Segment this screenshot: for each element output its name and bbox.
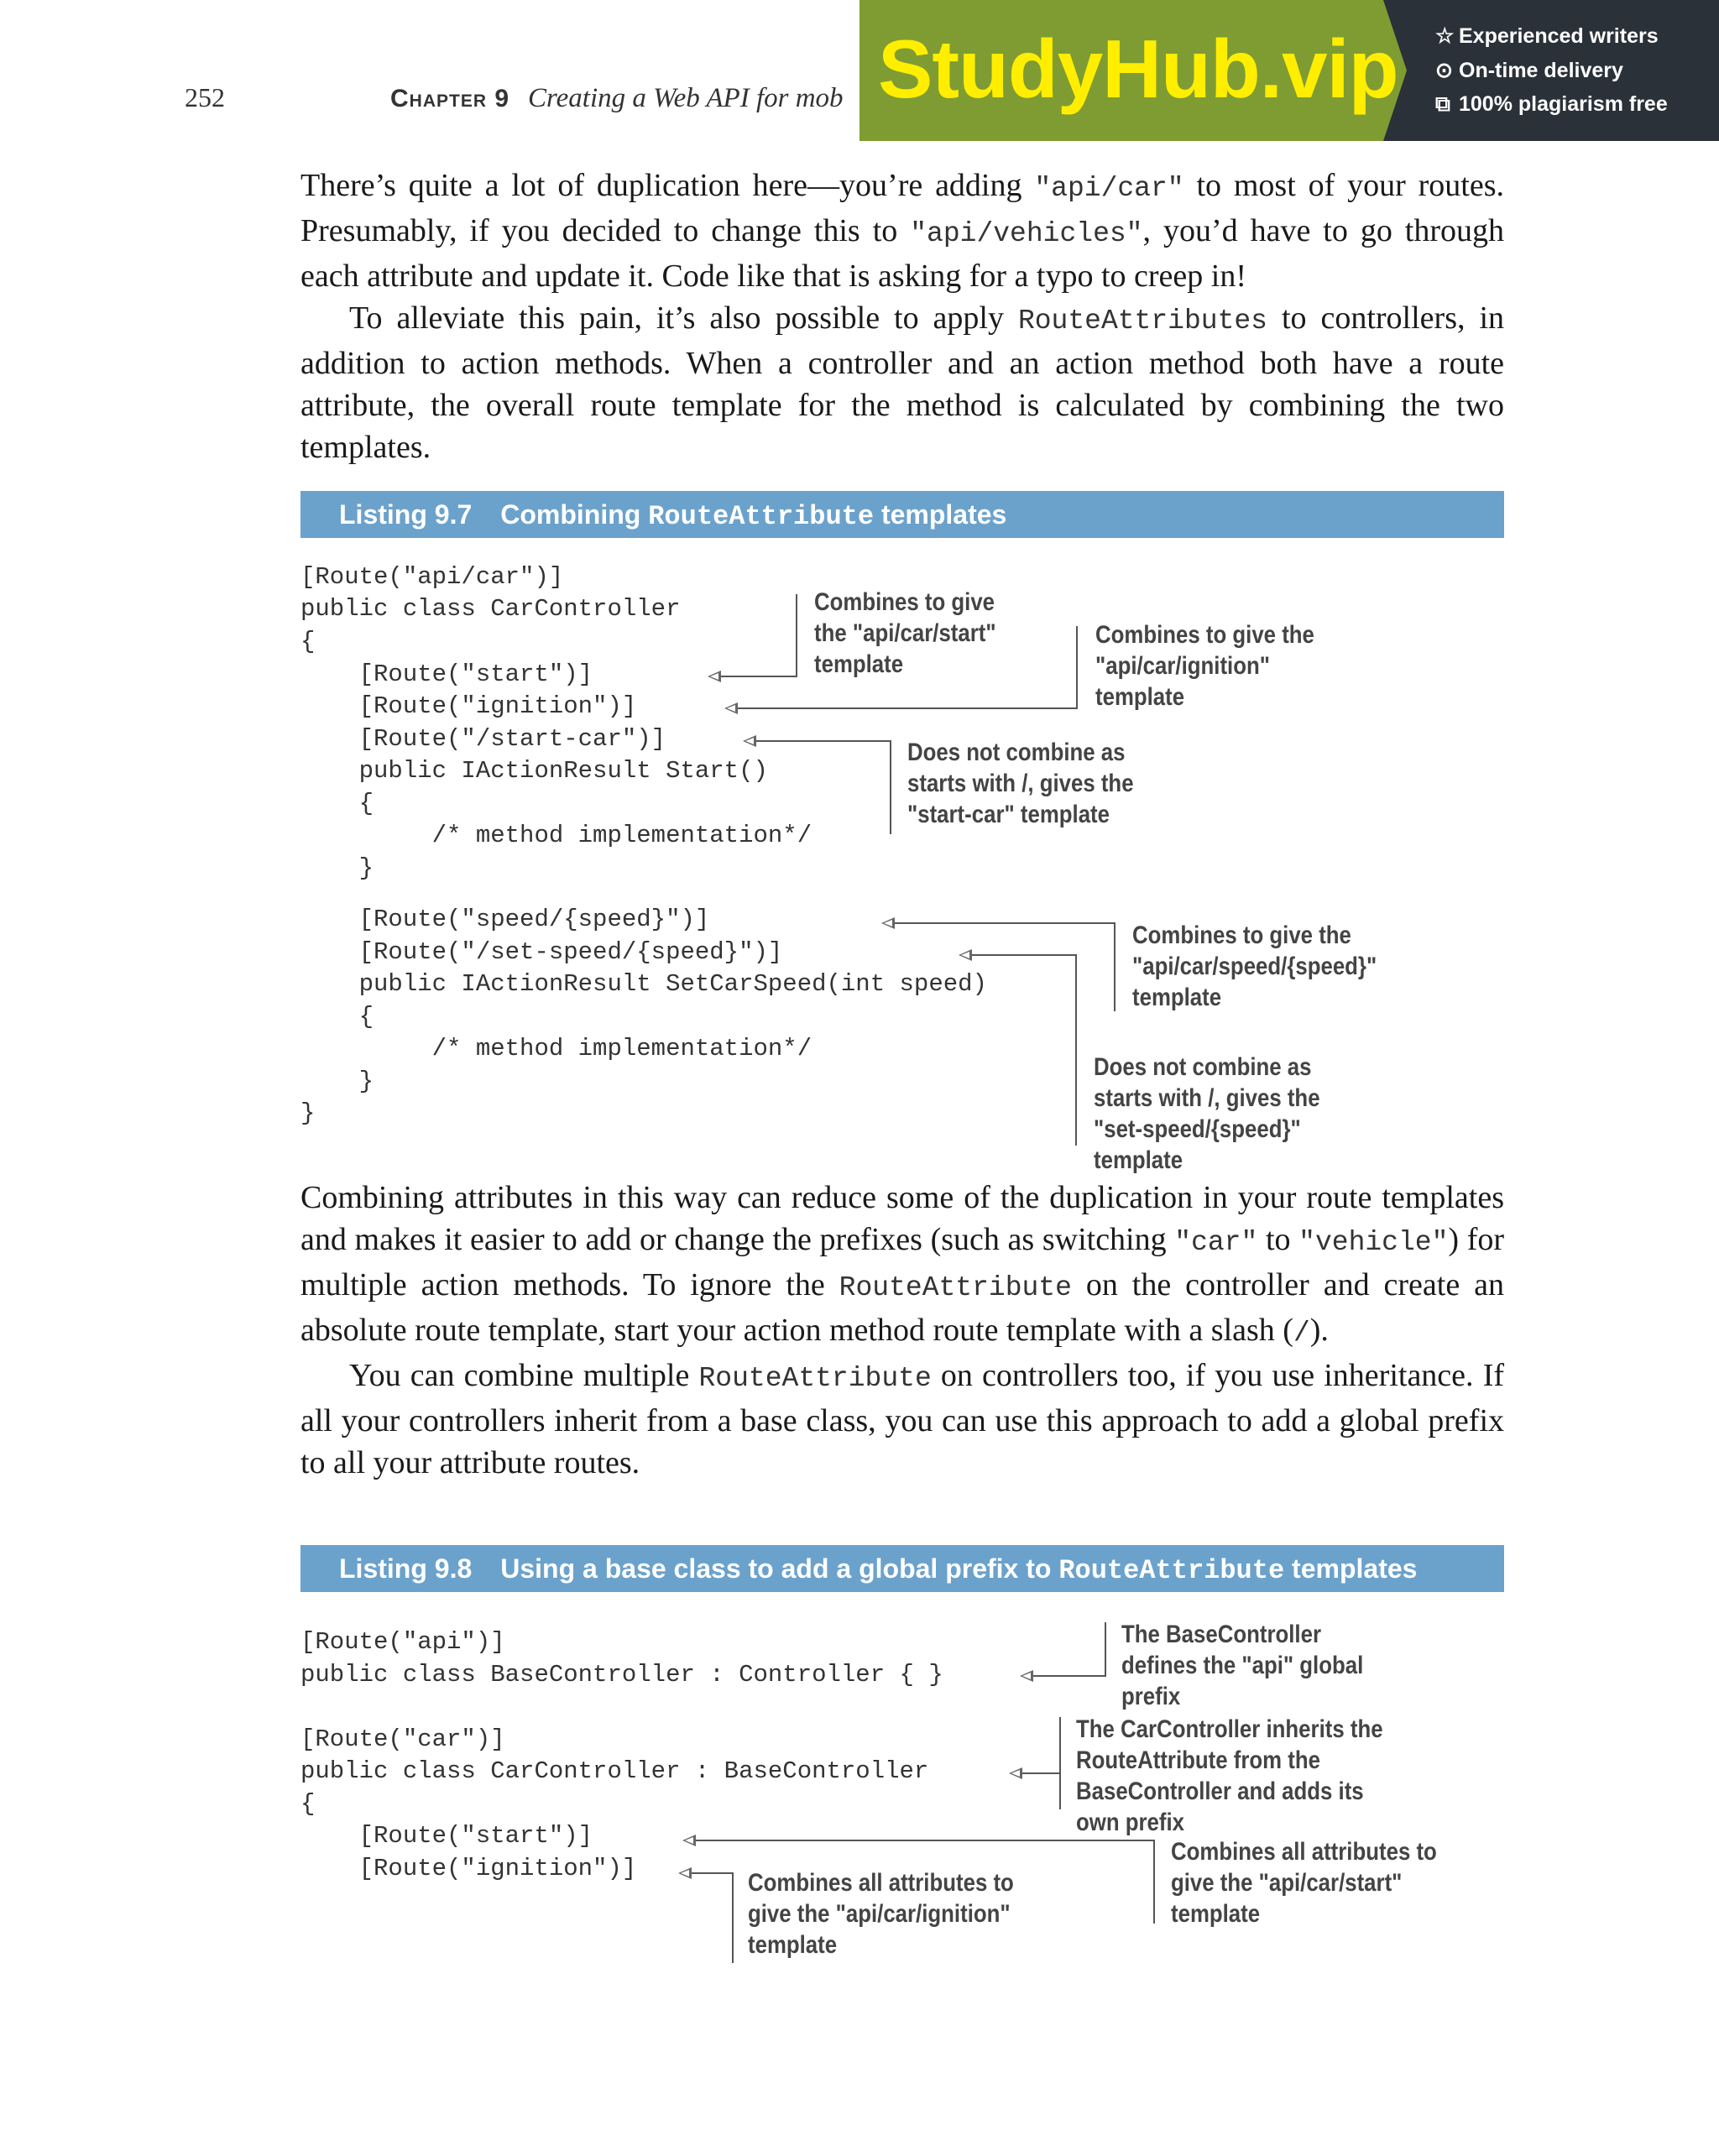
annotation-car-controller: The CarController inherits the RouteAttribute from the BaseController and adds its own prefix [1076,1715,1383,1836]
callout-line [1153,1840,1155,1924]
annotation-api-car-ignition: Combines to give the "api/car/ignition" template [1095,621,1314,711]
callout-line [755,740,891,742]
listing-9-7-code-11: [Route("speed/{speed}")] [300,906,710,933]
paragraph-3: Combining attributes in this way can reduce some of the duplication in your route templates and makes it easier to add or change the prefixes (such as switching "car" to "vehicle") for multiple action methods. To ignore the RouteAttribute on the controller and create an absolute route template, start your action method route template with a slash (/). [300,1180,1504,1349]
annotation-api-car-start-2: Combines all attributes to give the "api/car/start" template [1171,1838,1437,1928]
callout-arrow [1020,1670,1033,1682]
callout-line [1114,922,1116,1011]
paragraph-1: There’s quite a lot of duplication here—you’re adding "api/car" to most of your routes. Presumably, if you decided to change this to "api/vehicles", you’d have to go through each attribute and update it. Code like that is asking for a typo to creep in! [300,168,1505,294]
annotation-start-car: Does not combine as starts with /, gives the "start-car" template [907,739,1134,828]
annotation-api-car-speed: Combines to give the "api/car/speed/{speed}" template [1132,921,1377,1011]
callout-line [894,922,1116,924]
banner-feature-1: ☆ Experienced writers [1435,24,1659,48]
callout-line [1032,1675,1106,1677]
annotation-set-speed: Does not combine as starts with /, gives the "set-speed/{speed}" template [1094,1053,1320,1174]
body-text-middle [300,1177,1504,1484]
body-text-top [300,164,1504,468]
callout-arrow [881,917,895,929]
listing-9-7-code-7: public IActionResult Start() [300,757,768,785]
listing-9-7-code-15: /* method implementation*/ [300,1035,812,1062]
listing-9-7-code-16: } [300,1068,374,1095]
listing-9-8-code-4: public class CarController : BaseController [300,1757,929,1785]
callout-line [1059,1717,1061,1809]
callout-line [971,954,1077,956]
callout-line [695,1840,1155,1841]
callout-line [1021,1772,1061,1774]
callout-line [1075,954,1077,1146]
listing-9-7-code-9: /* method implementation*/ [300,822,812,849]
listing-9-7-code-4: [Route("start")] [300,660,593,688]
callout-line [1105,1622,1106,1676]
callout-line [1076,626,1078,708]
listing-9-7-code-1: [Route("api/car")] [300,563,564,591]
listing-9-7-code-2: public class CarController [300,595,681,623]
callout-line [737,707,1078,709]
listing-9-7-code-14: { [300,1003,374,1031]
listing-9-7-title: Listing 9.7 Combining RouteAttribute templates [300,491,1504,538]
listing-9-8-code-1: [Route("api")] [300,1628,505,1656]
callout-line [890,740,891,834]
callout-line [720,676,797,677]
running-header [390,83,844,114]
annotation-base-controller: The BaseController defines the "api" global prefix [1121,1621,1364,1710]
listing-9-7-code-5: [Route("ignition")] [300,692,637,720]
listing-9-7-code-8: { [300,790,374,817]
listing-9-7-code-12: [Route("/set-speed/{speed}")] [300,938,783,966]
listing-9-8-title: Listing 9.8 Using a base class to add a global prefix to RouteAttribute templates [300,1545,1504,1592]
annotation-api-car-ignition-2: Combines all attributes to give the "api/car/ignition" template [748,1869,1014,1959]
callout-arrow [743,735,756,747]
paragraph-4: You can combine multiple RouteAttribute on controllers too, if you use inheritance. If all your controllers inherit from a base class, you can use this approach to add a global prefix to all your attribute routes. [300,1358,1505,1480]
callout-arrow [682,1835,696,1846]
paragraph-2: To alleviate this pain, it’s also possible to apply RouteAttributes to controllers, in addition to action methods. When a controller and an action method both have a route attribute, the overall route template for the method is calculated by combining the two templates. [300,300,1504,465]
chapter-title: Creating a Web API for mob [528,83,844,113]
callout-arrow [724,702,738,714]
banner-logo[interactable]: StudyHub.vip [878,23,1398,115]
banner-feature-3: ⧉ 100% plagiarism free [1435,92,1668,116]
callout-arrow [708,671,721,682]
page-number: 252 [185,82,225,112]
callout-line [796,594,797,676]
listing-9-7-code-3: { [300,628,316,655]
callout-arrow [959,949,972,961]
listing-9-8-code-2: public class BaseController : Controller { } [300,1661,943,1689]
chapter-label: Chapter 9 [390,85,510,112]
listing-9-8-code-5: { [300,1790,316,1818]
callout-arrow [1009,1767,1022,1779]
listing-9-8-code-7: [Route("ignition")] [300,1855,637,1882]
listing-9-8-code-3: [Route("car")] [300,1725,505,1753]
star-icon: ☆ [1435,24,1455,48]
callout-line [732,1872,734,1963]
annotation-api-car-start: Combines to give the "api/car/start" template [814,588,996,678]
listing-9-8-code-6: [Route("start")] [300,1822,593,1850]
banner-feature-2: ⊙ On-time delivery [1435,59,1623,82]
callout-arrow [678,1867,692,1879]
clock-icon: ⊙ [1435,59,1453,82]
listing-9-7-code-17: } [300,1099,316,1127]
copy-icon: ⧉ [1435,92,1450,116]
listing-9-7-code-13: public IActionResult SetCarSpeed(int speed) [300,970,987,998]
listing-9-7-code-10: } [300,854,374,882]
listing-9-7-code-6: [Route("/start-car")] [300,725,666,753]
callout-line [691,1872,734,1874]
